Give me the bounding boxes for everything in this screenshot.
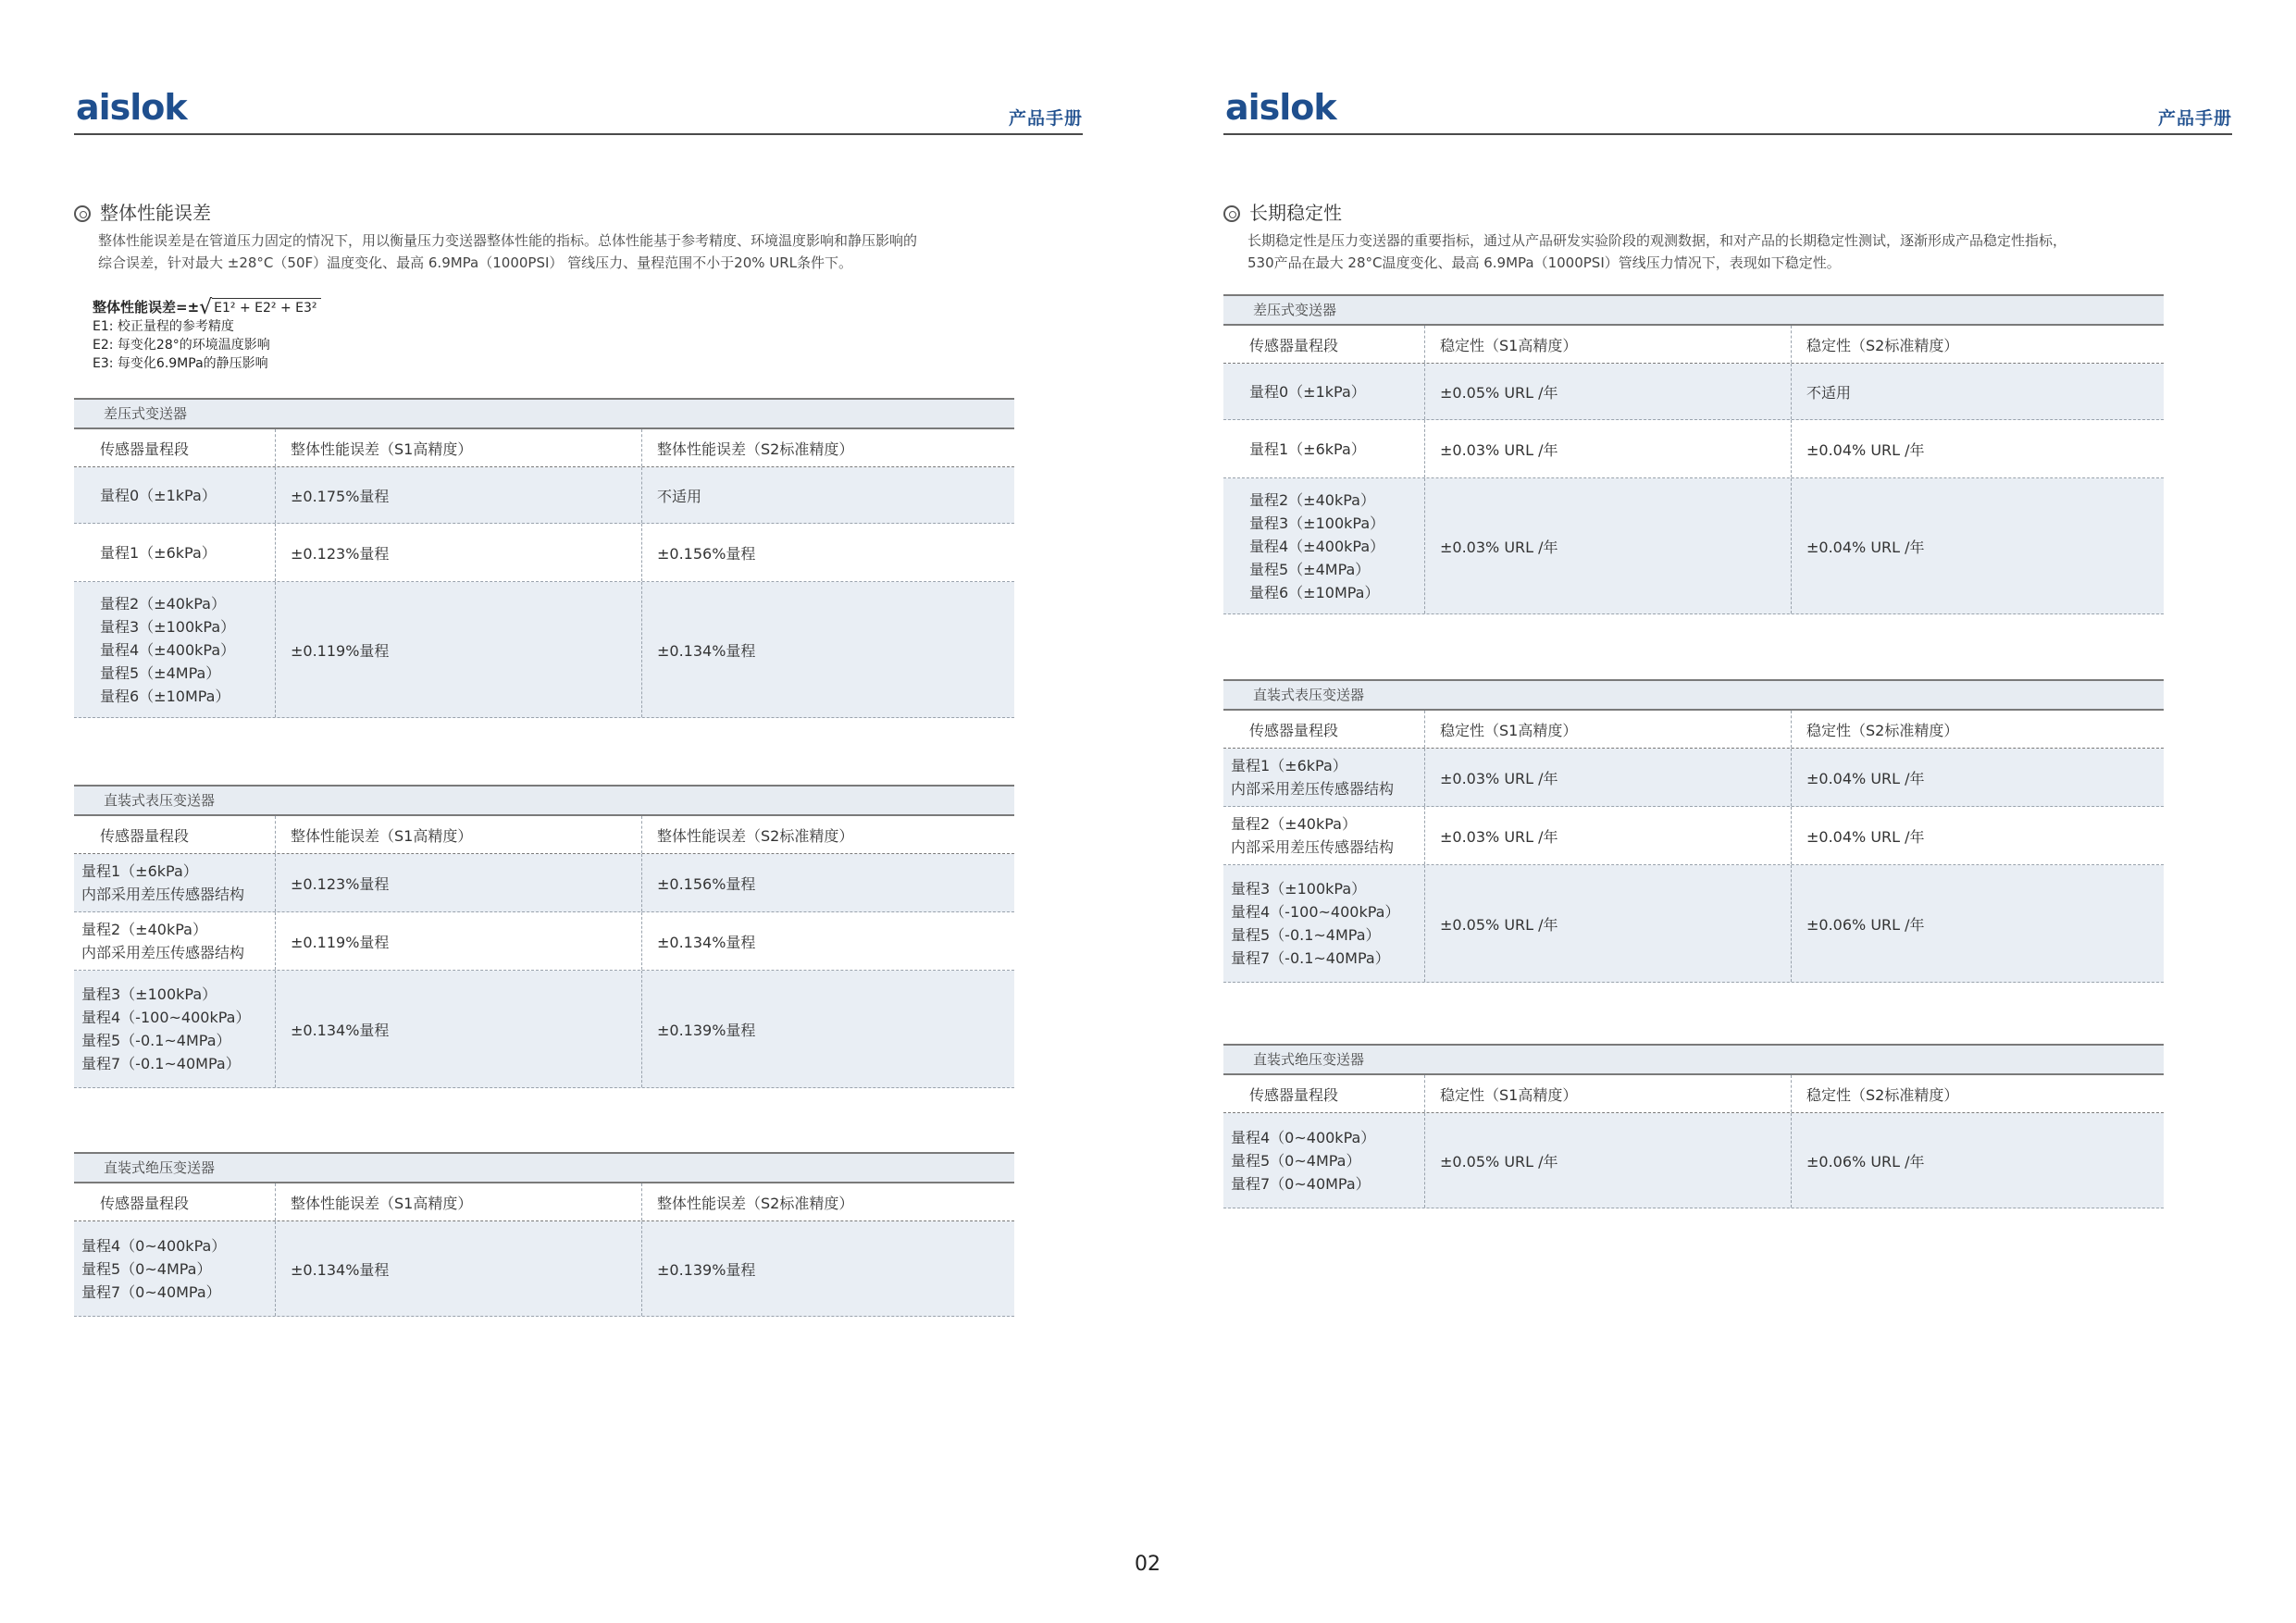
range-line: 量程4（-100~400kPa） <box>1231 903 1400 921</box>
range-line: 量程2（±40kPa） <box>1249 490 1375 509</box>
intro-line: 长期稳定性是压力变送器的重要指标，通过从产品研发实验阶段的观测数据，和对产品的长期稳定性测试，逐渐形成产品稳定性指标， <box>1247 232 2067 249</box>
range-line: 量程7（0~40MPa） <box>1231 1174 1371 1193</box>
column-header: 传感器量程段 <box>1223 1075 1425 1112</box>
range-cell <box>1223 749 1425 806</box>
range-cell <box>74 582 276 717</box>
s1-value-cell: ±0.03% URL /年 <box>1425 807 1792 864</box>
range-cell <box>74 912 276 970</box>
range-line: 量程4（±400kPa） <box>1249 537 1385 555</box>
intro-line: 综合误差，针对最大 ±28°C（50F）温度变化、最高 6.9MPa（1000PSI） 管线压力、量程范围不小于20% URL条件下。 <box>98 254 853 271</box>
range-cell <box>1223 478 1425 613</box>
table-absolute-pressure <box>74 1152 1014 1317</box>
formula-term: E1: 校正量程的参考精度 <box>93 319 234 334</box>
s2-value-cell: 不适用 <box>657 487 702 505</box>
s1-value-cell: ±0.123%量程 <box>276 524 642 581</box>
double-circle-icon <box>74 205 91 222</box>
range-lines <box>1249 380 1366 403</box>
table-row <box>74 971 1014 1088</box>
range-line: 量程1（±6kPa） <box>1231 757 1347 774</box>
range-line: 量程7（0~40MPa） <box>81 1282 221 1301</box>
table-gauge-pressure <box>74 785 1014 1088</box>
range-lines <box>1249 438 1366 461</box>
s1-value-cell: ±0.03% URL /年 <box>1425 749 1792 806</box>
range-line: 量程7（-0.1~40MPa） <box>1231 949 1390 967</box>
column-header: 整体性能误差（S1高精度） <box>276 816 642 853</box>
s2-value-cell: ±0.04% URL /年 <box>1806 538 1925 556</box>
column-header: 传感器量程段 <box>1223 711 1425 748</box>
section-title-text: 整体性能误差 <box>100 202 211 224</box>
s2-value-cell: ±0.156%量程 <box>657 544 756 563</box>
range-line: 量程4（0~400kPa） <box>81 1236 227 1255</box>
range-line: 量程3（±100kPa） <box>100 617 236 636</box>
range-cell <box>74 524 276 581</box>
table-row <box>1223 478 2164 614</box>
column-header: 整体性能误差（S2标准精度） <box>657 1194 854 1212</box>
table-header-row <box>1223 1075 2164 1113</box>
s2-value-cell: ±0.06% URL /年 <box>1806 1152 1925 1171</box>
range-lines <box>81 860 244 906</box>
table-caption: 直装式表压变送器 <box>74 787 1014 816</box>
column-header: 稳定性（S1高精度） <box>1425 326 1792 363</box>
range-lines <box>1249 489 1384 604</box>
range-line: 量程3（±100kPa） <box>1249 514 1385 532</box>
column-header: 稳定性（S2标准精度） <box>1806 336 1959 354</box>
range-line: 内部采用差压传感器结构 <box>81 886 245 903</box>
column-header: 稳定性（S2标准精度） <box>1806 721 1959 739</box>
table-row <box>1223 749 2164 807</box>
table-header-row <box>1223 326 2164 364</box>
table-row <box>1223 420 2164 478</box>
section-title <box>1223 198 1342 225</box>
range-line: 量程1（±6kPa） <box>100 543 217 562</box>
table-row <box>74 1221 1014 1317</box>
section-title <box>74 198 211 225</box>
range-cell <box>1223 807 1425 864</box>
range-lines <box>1231 1126 1375 1196</box>
range-lines <box>1231 877 1399 970</box>
column-header: 整体性能误差（S1高精度） <box>276 1183 642 1220</box>
table-row <box>1223 807 2164 865</box>
range-line: 量程4（0~400kPa） <box>1231 1128 1376 1146</box>
range-line: 量程0（±1kPa） <box>100 486 217 504</box>
formula-expression: E1² + E2² + E3² <box>212 298 320 317</box>
table-row <box>74 854 1014 912</box>
s2-value-cell: ±0.04% URL /年 <box>1806 769 1925 787</box>
s1-value-cell: ±0.03% URL /年 <box>1425 478 1792 613</box>
table-row <box>1223 1113 2164 1208</box>
s1-value-cell: ±0.05% URL /年 <box>1425 1113 1792 1208</box>
column-header: 稳定性（S2标准精度） <box>1806 1085 1959 1104</box>
range-line: 内部采用差压传感器结构 <box>1231 838 1395 856</box>
table-header-row <box>1223 711 2164 749</box>
range-line: 量程2（±40kPa） <box>81 921 207 938</box>
page-number: 02 <box>1135 1553 1160 1576</box>
s1-value-cell: ±0.134%量程 <box>276 1221 642 1316</box>
range-line: 量程5（-0.1~4MPa） <box>81 1032 231 1049</box>
double-circle-icon <box>1223 205 1240 222</box>
table-row <box>1223 364 2164 420</box>
range-line: 量程2（±40kPa） <box>1231 815 1357 833</box>
s2-value-cell: 不适用 <box>1806 383 1852 402</box>
table-row <box>74 524 1014 582</box>
page-header <box>1223 81 2232 135</box>
table-row <box>1223 865 2164 983</box>
section-intro <box>1247 229 2066 274</box>
formula-block <box>93 298 321 373</box>
s2-value-cell: ±0.139%量程 <box>657 1260 756 1279</box>
s2-value-cell: ±0.134%量程 <box>657 641 756 660</box>
range-line: 量程3（±100kPa） <box>81 985 217 1003</box>
table-differential-pressure <box>1223 294 2164 614</box>
range-line: 量程5（0~4MPa） <box>81 1259 212 1278</box>
range-lines <box>100 541 217 564</box>
column-header: 传感器量程段 <box>74 429 276 466</box>
range-line: 量程4（±400kPa） <box>100 640 236 659</box>
table-differential-pressure <box>74 398 1014 718</box>
table-caption: 直装式绝压变送器 <box>1223 1046 2164 1075</box>
table-row <box>74 467 1014 524</box>
column-header: 整体性能误差（S2标准精度） <box>657 440 854 458</box>
range-lines <box>100 484 217 507</box>
table-row <box>74 912 1014 971</box>
range-lines <box>81 1234 226 1304</box>
column-header: 稳定性（S1高精度） <box>1425 711 1792 748</box>
range-cell <box>74 1221 276 1316</box>
brand-logo: aislok <box>1225 87 1336 128</box>
intro-line: 530产品在最大 28°C温度变化、最高 6.9MPa（1000PSI）管线压力情况下，表现如下稳定性。 <box>1247 254 1841 271</box>
formula-term: E3: 每变化6.9MPa的静压影响 <box>93 356 268 371</box>
s1-value-cell: ±0.05% URL /年 <box>1425 364 1792 419</box>
s1-value-cell: ±0.119%量程 <box>276 582 642 717</box>
range-line: 量程5（±4MPa） <box>1249 560 1371 578</box>
range-line: 量程6（±10MPa） <box>100 687 230 705</box>
s2-value-cell: ±0.06% URL /年 <box>1806 915 1925 934</box>
column-header: 传感器量程段 <box>1223 326 1425 363</box>
s1-value-cell: ±0.134%量程 <box>276 971 642 1087</box>
s1-value-cell: ±0.05% URL /年 <box>1425 865 1792 982</box>
brand-logo: aislok <box>76 87 187 128</box>
table-row <box>74 582 1014 718</box>
range-lines <box>1231 812 1394 859</box>
page-header <box>74 81 1083 135</box>
range-cell <box>1223 865 1425 982</box>
range-cell <box>1223 420 1425 477</box>
section-title-text: 长期稳定性 <box>1249 202 1342 224</box>
column-header: 整体性能误差（S2标准精度） <box>657 826 854 845</box>
left-page <box>74 0 1083 1623</box>
table-gauge-pressure <box>1223 679 2164 983</box>
s2-value-cell: ±0.156%量程 <box>657 874 756 893</box>
range-lines <box>1231 754 1394 800</box>
s2-value-cell: ±0.04% URL /年 <box>1806 827 1925 846</box>
range-cell <box>1223 364 1425 419</box>
right-page <box>1223 0 2232 1623</box>
range-cell <box>1223 1113 1425 1208</box>
s2-value-cell: ±0.04% URL /年 <box>1806 440 1925 459</box>
range-line: 量程1（±6kPa） <box>81 862 198 880</box>
section-intro <box>98 229 917 274</box>
column-header: 传感器量程段 <box>74 1183 276 1220</box>
range-line: 量程5（-0.1~4MPa） <box>1231 926 1381 944</box>
range-cell <box>74 854 276 911</box>
s1-value-cell: ±0.123%量程 <box>276 854 642 911</box>
range-line: 内部采用差压传感器结构 <box>81 944 245 961</box>
range-line: 量程5（±4MPa） <box>100 663 221 682</box>
range-cell <box>74 467 276 523</box>
range-line: 量程5（0~4MPa） <box>1231 1151 1361 1170</box>
table-absolute-pressure <box>1223 1044 2164 1208</box>
range-line: 内部采用差压传感器结构 <box>1231 780 1395 798</box>
range-lines <box>100 592 235 708</box>
manual-label: 产品手册 <box>1008 108 1083 129</box>
range-cell <box>74 971 276 1087</box>
column-header: 整体性能误差（S1高精度） <box>276 429 642 466</box>
table-caption: 差压式变送器 <box>1223 296 2164 326</box>
column-header: 稳定性（S1高精度） <box>1425 1075 1792 1112</box>
sqrt-icon: √ <box>199 296 213 319</box>
table-header-row <box>74 816 1014 854</box>
range-lines <box>81 983 250 1075</box>
range-line: 量程6（±10MPa） <box>1249 583 1380 601</box>
formula-term: E2: 每变化28°的环境温度影响 <box>93 338 270 353</box>
table-caption: 直装式绝压变送器 <box>74 1154 1014 1183</box>
range-line: 量程2（±40kPa） <box>100 594 226 613</box>
s1-value-cell: ±0.119%量程 <box>276 912 642 970</box>
table-header-row <box>74 429 1014 467</box>
s2-value-cell: ±0.134%量程 <box>657 933 756 951</box>
range-line: 量程4（-100~400kPa） <box>81 1009 251 1026</box>
column-header: 传感器量程段 <box>74 816 276 853</box>
s1-value-cell: ±0.03% URL /年 <box>1425 420 1792 477</box>
formula-label: 整体性能误差=± <box>93 299 200 316</box>
range-lines <box>81 918 244 964</box>
s2-value-cell: ±0.139%量程 <box>657 1021 756 1039</box>
s1-value-cell: ±0.175%量程 <box>276 467 642 523</box>
range-line: 量程7（-0.1~40MPa） <box>81 1055 241 1072</box>
manual-label: 产品手册 <box>2157 108 2232 129</box>
intro-line: 整体性能误差是在管道压力固定的情况下，用以衡量压力变送器整体性能的指标。总体性能基于参考精度、环境温度影响和静压影响的 <box>98 232 918 249</box>
table-caption: 直装式表压变送器 <box>1223 681 2164 711</box>
range-line: 量程1（±6kPa） <box>1249 440 1366 458</box>
range-line: 量程3（±100kPa） <box>1231 880 1367 898</box>
table-header-row <box>74 1183 1014 1221</box>
range-line: 量程0（±1kPa） <box>1249 382 1366 401</box>
table-caption: 差压式变送器 <box>74 400 1014 429</box>
